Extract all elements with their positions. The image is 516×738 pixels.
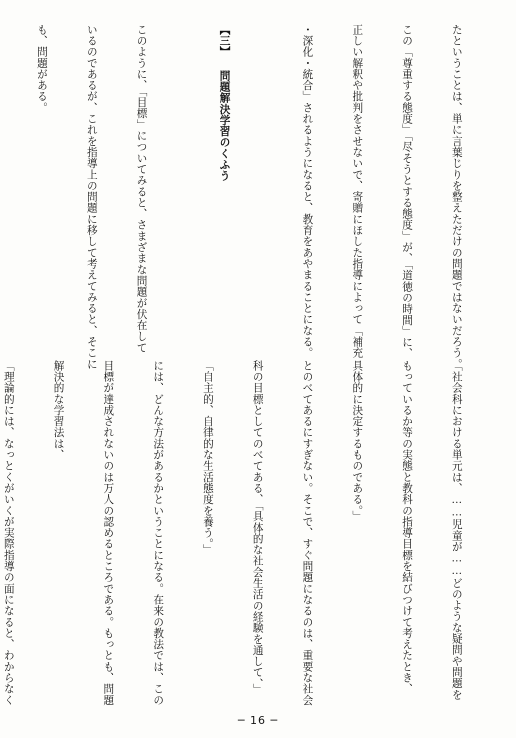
quote-line: もっているか等の実態と教科の指導目標を結びつけて考えたとき、 xyxy=(401,360,414,695)
text-line: ・深化・統合」されるようになると、教育をあやまることになる。 xyxy=(301,24,314,359)
text-line: この「尊重する態度」「尽そうとする態度」が、「道徳の時間」に、 xyxy=(401,24,414,360)
page-number: ─ 16 ─ xyxy=(237,714,279,727)
text-line: には、どんな方法があるかということになる。在来の教法では、この xyxy=(152,360,165,706)
upper-text-block xyxy=(12,24,498,370)
text-line: 正しい解釈や批判をさせないで、寄贈にほした指導によって「補充 xyxy=(351,24,364,359)
quote-line: 「社会科における単元は、……児童が……どのような疑問や問題を xyxy=(450,360,463,701)
text-line: このように、「目標」についてみると、さまざまな問題が伏在して xyxy=(135,24,148,354)
text-line: とのべてあるにすぎない。そこで、すぐ問題になるのは、重要な社会 xyxy=(301,360,314,706)
quote-line: 「自主的、自律的な生活態度を養う。」 xyxy=(201,360,214,556)
text-line: 解決的な学習法は、 xyxy=(52,360,65,461)
text-line: いるのであるが、これを指導上の問題に移して考えてみると、そこに xyxy=(85,24,98,370)
text-line: たということは、単に言葉じりを整えただけの問題ではないだろう。 xyxy=(450,24,463,370)
text-line: 目標が達成されないのは万人の認めるところである。もっとも、問題 xyxy=(102,360,115,706)
lower-text-block xyxy=(2,360,498,706)
section-heading: 【三】 問題解決学習のくふう xyxy=(218,24,231,182)
quote-line: 具体的に決定するものである。」 xyxy=(351,360,364,522)
text-line: 科の目標としてのべてある、「具体的な社会生活の経験を通して、」 xyxy=(251,360,264,696)
text-line: も、問題がある。 xyxy=(35,24,48,114)
quote-line: 「理論的には、なっとくがいくが実際指導の面になると、わからなく xyxy=(2,360,15,706)
